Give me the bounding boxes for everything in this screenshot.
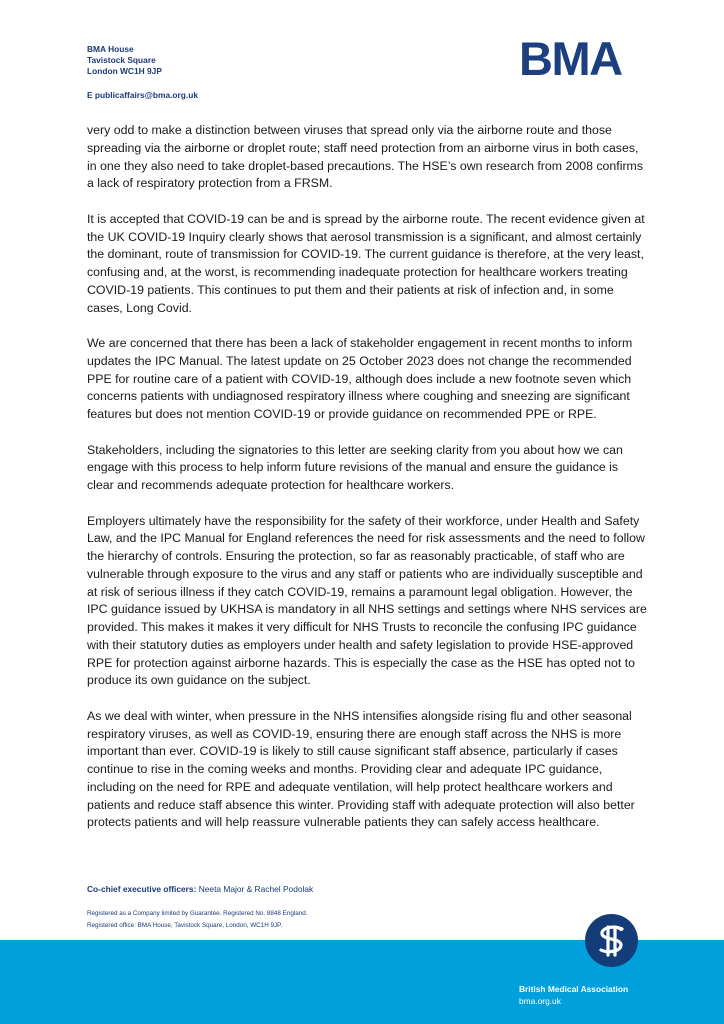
ceo-names: Neeta Major & Rachel Podolak: [198, 884, 314, 894]
paragraph: We are concerned that there has been a lack of stakeholder engagement in recent months to inform updates the IPC Manual. The latest update on 25 October 2023 does not change the recommended PPE for routine care of a patient with COVID-19, although does include a new footnote seven which concerns patients with undiagnosed respiratory illness where coughing and sneezing are significant features but does not mention COVID-19 or provide guidance on recommended PPE or RPE.: [87, 336, 633, 421]
registration-info: [87, 908, 308, 932]
address-line: BMA House: [87, 44, 134, 54]
ceo-line: [87, 884, 313, 894]
sender-address: [87, 44, 198, 101]
registered-office-line: Registered office: BMA House, Tavistock Square, London, WC1H 9JP.: [87, 922, 283, 929]
website-link[interactable]: bma.org.uk: [519, 996, 561, 1006]
paragraph: very odd to make a distinction between viruses that spread only via the airborne route and those spreading via the airborne or droplet route; staff need protection from an airborne virus in both cases, in one they also need to take droplet-based precautions. The HSE’s own research from 2008 confirms a lack of respiratory protection from a FRSM.: [87, 123, 644, 191]
footer-org: [519, 983, 628, 1007]
email-address[interactable]: publicaffairs@bma.org.uk: [94, 89, 199, 100]
caduceus-glyph-icon: [585, 914, 638, 967]
email-line: [87, 90, 198, 101]
bma-logo: BMA: [519, 32, 622, 85]
paragraph: Employers ultimately have the responsibility for the safety of their workforce, under Health and Safety Law, and the IPC Manual for England references the need for risk assessments and the need to follow the hierarchy of controls. Ensuring the protection, so far as reasonably practicable, of staff who are vulnerable through exposure to the virus and any staff or patients who are individually susceptible and at risk of serious illness if they catch COVID-19, remains a paramount legal obligation. However, the IPC guidance issued by UKHSA is mandatory in all NHS settings and settings where NHS services are provided. This makes it makes it very difficult for NHS Trusts to reconcile the confusing IPC guidance with their statutory duties as employers under health and safety legislation to provide HSE-approved RPE for protection against airborne hazards. This is especially the case as the HSE has opted not to produce its own guidance on the subject.: [87, 513, 647, 688]
paragraph: Stakeholders, including the signatories to this letter are seeking clarity from you about how we can engage with this process to help inform future revisions of the manual and ensure the guidance is clear and recommends adequate protection for healthcare workers.: [87, 442, 623, 492]
address-line: Tavistock Square: [87, 55, 156, 66]
registration-line: Registered as a Company limited by Guarantee. Registered No. 8848 England.: [87, 910, 308, 917]
caduceus-seal-icon: [585, 914, 638, 967]
email-prefix: E: [87, 89, 93, 100]
letter-body: [87, 122, 647, 850]
paragraph: It is accepted that COVID-19 can be and is spread by the airborne route. The recent evidence given at the UK COVID-19 Inquiry clearly shows that aerosol transmission is a significant, and almost certainly the dominant, route of transmission for COVID-19. The current guidance is therefore, at the very least, confusing and, at the worst, is recommending inadequate protection for healthcare workers treating COVID-19 patients. This continues to put them and their patients at risk of infection and, in some cases, Long Covid.: [87, 211, 645, 315]
paragraph: As we deal with winter, when pressure in the NHS intensifies alongside rising flu and other seasonal respiratory viruses, as well as COVID-19, ensuring there are enough staff across the NHS is more important than ever. COVID-19 is likely to still cause significant staff absence, particularly if cases continue to rise in the coming weeks and months. Providing clear and adequate IPC guidance, including on the need for RPE and adequate ventilation, will help protect healthcare workers and patients and reduce staff absence this winter. Providing staff with adequate protection will also better protects patients and will help reassure vulnerable patients they can safely access healthcare.: [87, 708, 635, 830]
ceo-label: Co-chief executive officers:: [87, 884, 197, 894]
address-line: London WC1H 9JP: [87, 66, 162, 77]
org-name: British Medical Association: [519, 984, 629, 994]
